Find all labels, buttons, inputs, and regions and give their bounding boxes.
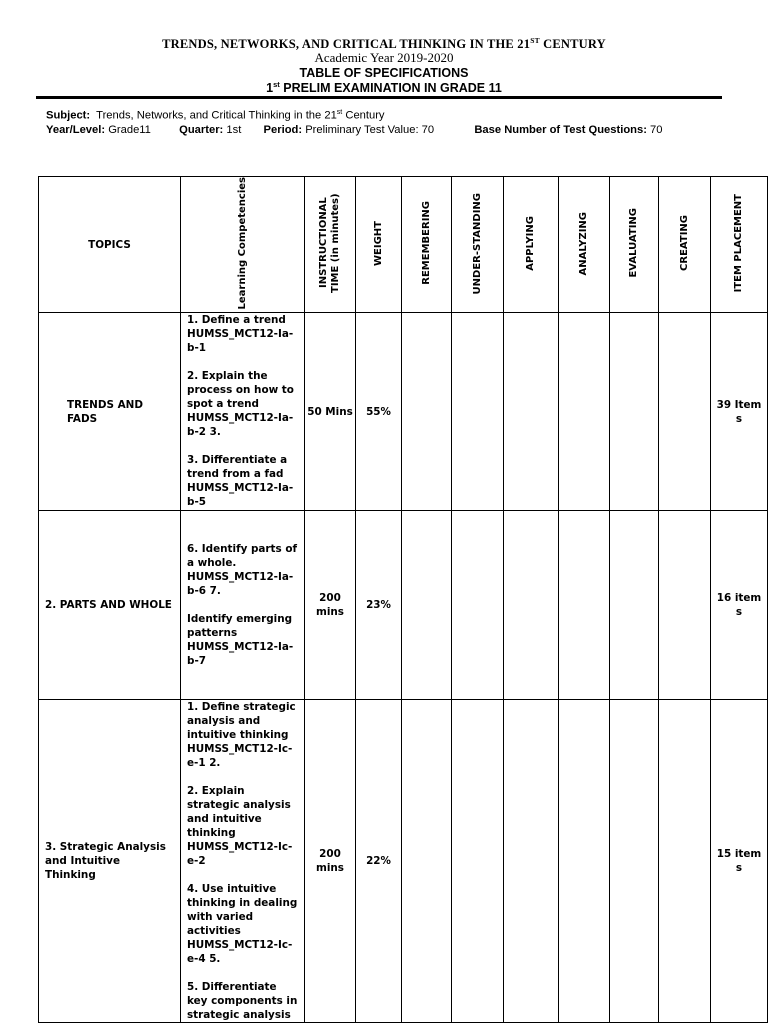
table-row	[39, 511, 768, 700]
info-line: Year/Level: Grade11 Quarter: 1st Period: Preliminary Test Value: 70 Base Number of Test Questions: 70	[46, 124, 663, 136]
time-cell: 200 mins	[305, 511, 356, 700]
header-remembering: REMEMBERING	[402, 177, 452, 313]
topic-cell: 2. PARTS AND WHOLE	[39, 511, 181, 700]
topic-cell: 3. Strategic Analysis and Intuitive Thinking	[39, 700, 181, 1023]
exam-title: 1st PRELIM EXAMINATION IN GRADE 11	[266, 80, 502, 96]
competencies-cell: 6. Identify parts of a whole. HUMSS_MCT12-Ia-b-6 7. Identify emerging patterns HUMSS_MCT12-Ia-b-7	[181, 511, 305, 700]
header-analyzing: ANALYZING	[559, 177, 610, 313]
header-item-placement: ITEM PLACEMENT	[711, 177, 768, 313]
header-evaluating: EVALUATING	[610, 177, 659, 313]
header-understanding: UNDER-STANDING	[452, 177, 504, 313]
item-placement-cell: 15 item s	[711, 700, 768, 1023]
header-row	[39, 177, 768, 313]
weight-cell: 55%	[356, 313, 402, 511]
specifications-table	[38, 176, 768, 1023]
header-weight: WEIGHT	[356, 177, 402, 313]
header-time: INSTRUCTIONAL TIME (in minutes)	[305, 177, 356, 313]
header-applying: APPLYING	[504, 177, 559, 313]
header-competencies: Learning Competencies	[181, 177, 305, 313]
table-title: TABLE OF SPECIFICATIONS	[299, 66, 469, 80]
subject-line: Subject: Trends, Networks, and Critical Thinking in the 21st Century	[46, 109, 385, 122]
weight-cell: 22%	[356, 700, 402, 1023]
table-row	[39, 700, 768, 1023]
academic-year: Academic Year 2019-2020	[314, 50, 454, 65]
item-placement-cell: 16 item s	[711, 511, 768, 700]
topic-cell: TRENDS AND FADS	[39, 313, 181, 511]
table-row	[39, 313, 768, 511]
time-cell: 50 Mins	[305, 313, 356, 511]
competencies-cell: 1. Define strategic analysis and intuitive thinking HUMSS_MCT12-Ic-e-1 2. 2. Explain strategic analysis and intuitive thinking HUMSS_MCT12-Ic-e-2 4. Use intuitive thinking in dealing with varied activities HUMSS_MCT12-Ic-e-4 5. 5. Differentiate key components in strategic analysis	[181, 700, 305, 1023]
header-creating: CREATING	[659, 177, 711, 313]
time-cell: 200 mins	[305, 700, 356, 1023]
item-placement-cell: 39 Item s	[711, 313, 768, 511]
header-divider	[36, 96, 722, 99]
header-topics: TOPICS	[39, 177, 181, 313]
document-title: TRENDS, NETWORKS, AND CRITICAL THINKING IN THE 21ST CENTURY	[162, 36, 606, 52]
competencies-cell: 1. Define a trend HUMSS_MCT12-Ia-b-1 2. Explain the process on how to spot a trend HUMSS_MCT12-Ia-b-2 3. 3. Differentiate a trend from a fad HUMSS_MCT12-Ia-b-5	[181, 313, 305, 511]
weight-cell: 23%	[356, 511, 402, 700]
